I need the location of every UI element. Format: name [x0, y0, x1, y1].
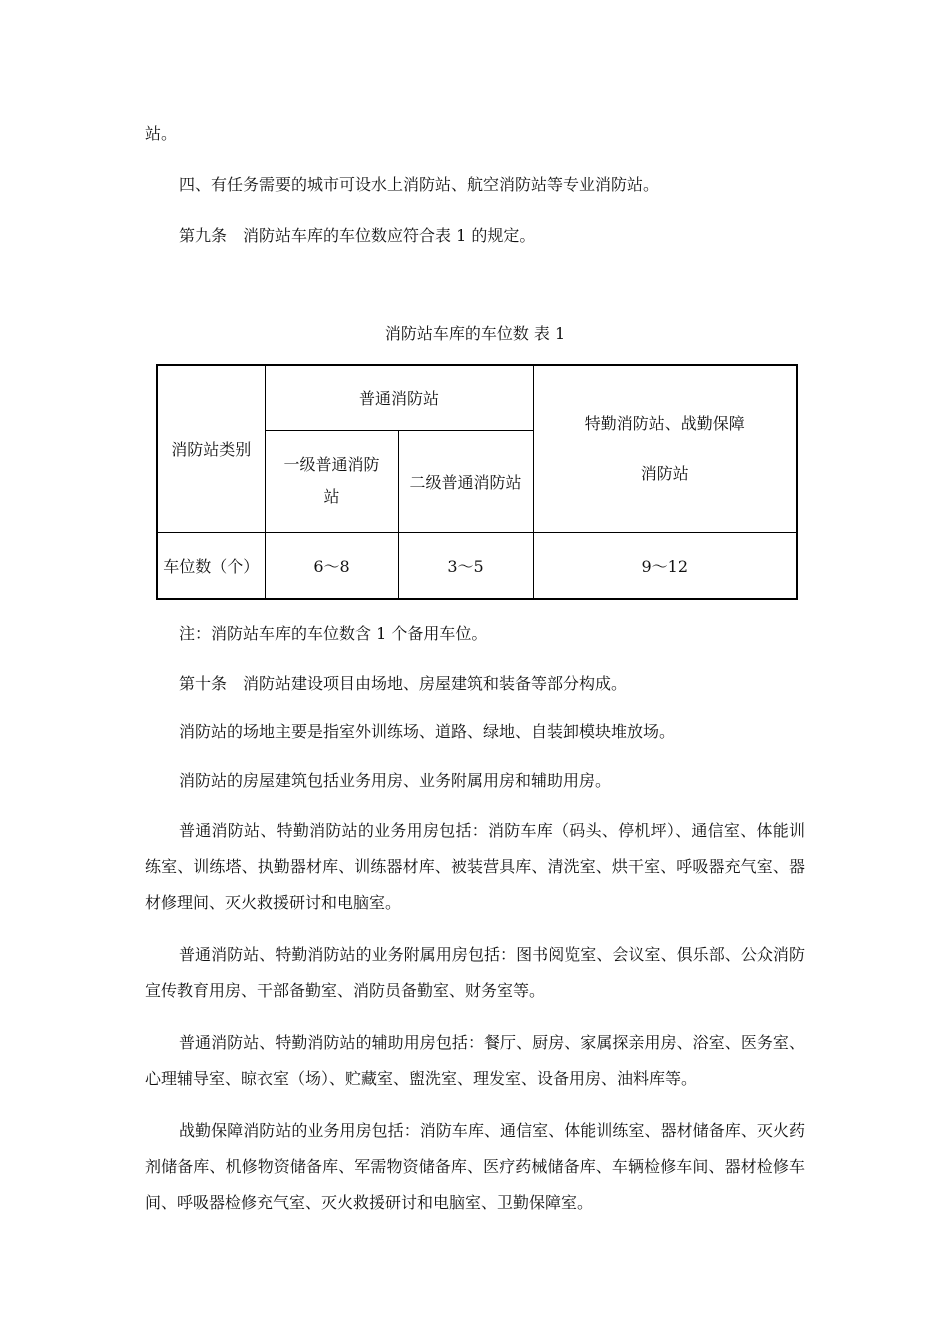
header-first-class-station [265, 430, 398, 532]
header-special-station [533, 365, 797, 532]
row-label-parking-count: 车位数（个） [157, 532, 265, 599]
paragraph-combat-support-rooms: 战勤保障消防站的业务用房包括：消防车库、通信室、体能训练室、器材储备库、灭火药剂储备库、机修物资储备库、军需物资储备库、医疗药械储备库、车辆检修车间、器材检修车间、呼吸器检修充气室、灭火救援研讨和电脑室、卫勤保障室。 [145, 1121, 805, 1212]
table-row [157, 532, 797, 599]
cell-second-class-value: 3～5 [398, 532, 533, 599]
text-line-specialized-stations: 四、有任务需要的城市可设水上消防站、航空消防站等专业消防站。 [179, 175, 660, 194]
article-10-heading: 第十条 消防站建设项目由场地、房屋建筑和装备等部分构成。 [179, 674, 628, 693]
header-first-line1: 一级普通消防 [283, 455, 380, 474]
cell-special-value: 9～12 [533, 532, 797, 599]
paragraph-buildings: 消防站的房屋建筑包括业务用房、业务附属用房和辅助用房。 [179, 771, 612, 790]
header-special-line1: 特勤消防站、战勤保障 [584, 413, 745, 433]
text-line-continuation: 站。 [145, 124, 178, 143]
paragraph-site: 消防站的场地主要是指室外训练场、道路、绿地、自装卸模块堆放场。 [179, 722, 676, 741]
header-special-line2: 消防站 [640, 463, 689, 483]
header-second-class-station: 二级普通消防站 [398, 430, 533, 532]
table-note: 注：消防站车库的车位数含 1 个备用车位。 [179, 624, 488, 643]
paragraph-business-rooms: 普通消防站、特勤消防站的业务用房包括：消防车库（码头、停机坪）、通信室、体能训练室、训练塔、执勤器材库、训练器材库、被装营具库、清洗室、烘干室、呼吸器充气室、器材修理间、灭火救援研讨和电脑室。 [145, 821, 805, 912]
header-first-line2: 站 [323, 487, 340, 506]
header-category: 消防站类别 [157, 365, 265, 532]
table-header-row [157, 365, 797, 430]
article-9-heading: 第九条 消防站车库的车位数应符合表 1 的规定。 [179, 226, 536, 245]
table-caption: 消防站车库的车位数 表 1 [384, 324, 566, 343]
paragraph-support-rooms: 普通消防站、特勤消防站的辅助用房包括：餐厅、厨房、家属探亲用房、浴室、医务室、心理辅导室、晾衣室（场）、贮藏室、盥洗室、理发室、设备用房、油料库等。 [145, 1033, 805, 1088]
parking-spaces-table [156, 364, 798, 600]
header-ordinary-station: 普通消防站 [265, 365, 533, 430]
cell-first-class-value: 6～8 [265, 532, 398, 599]
paragraph-auxiliary-business-rooms: 普通消防站、特勤消防站的业务附属用房包括：图书阅览室、会议室、俱乐部、公众消防宣传教育用房、干部备勤室、消防员备勤室、财务室等。 [145, 945, 805, 1000]
